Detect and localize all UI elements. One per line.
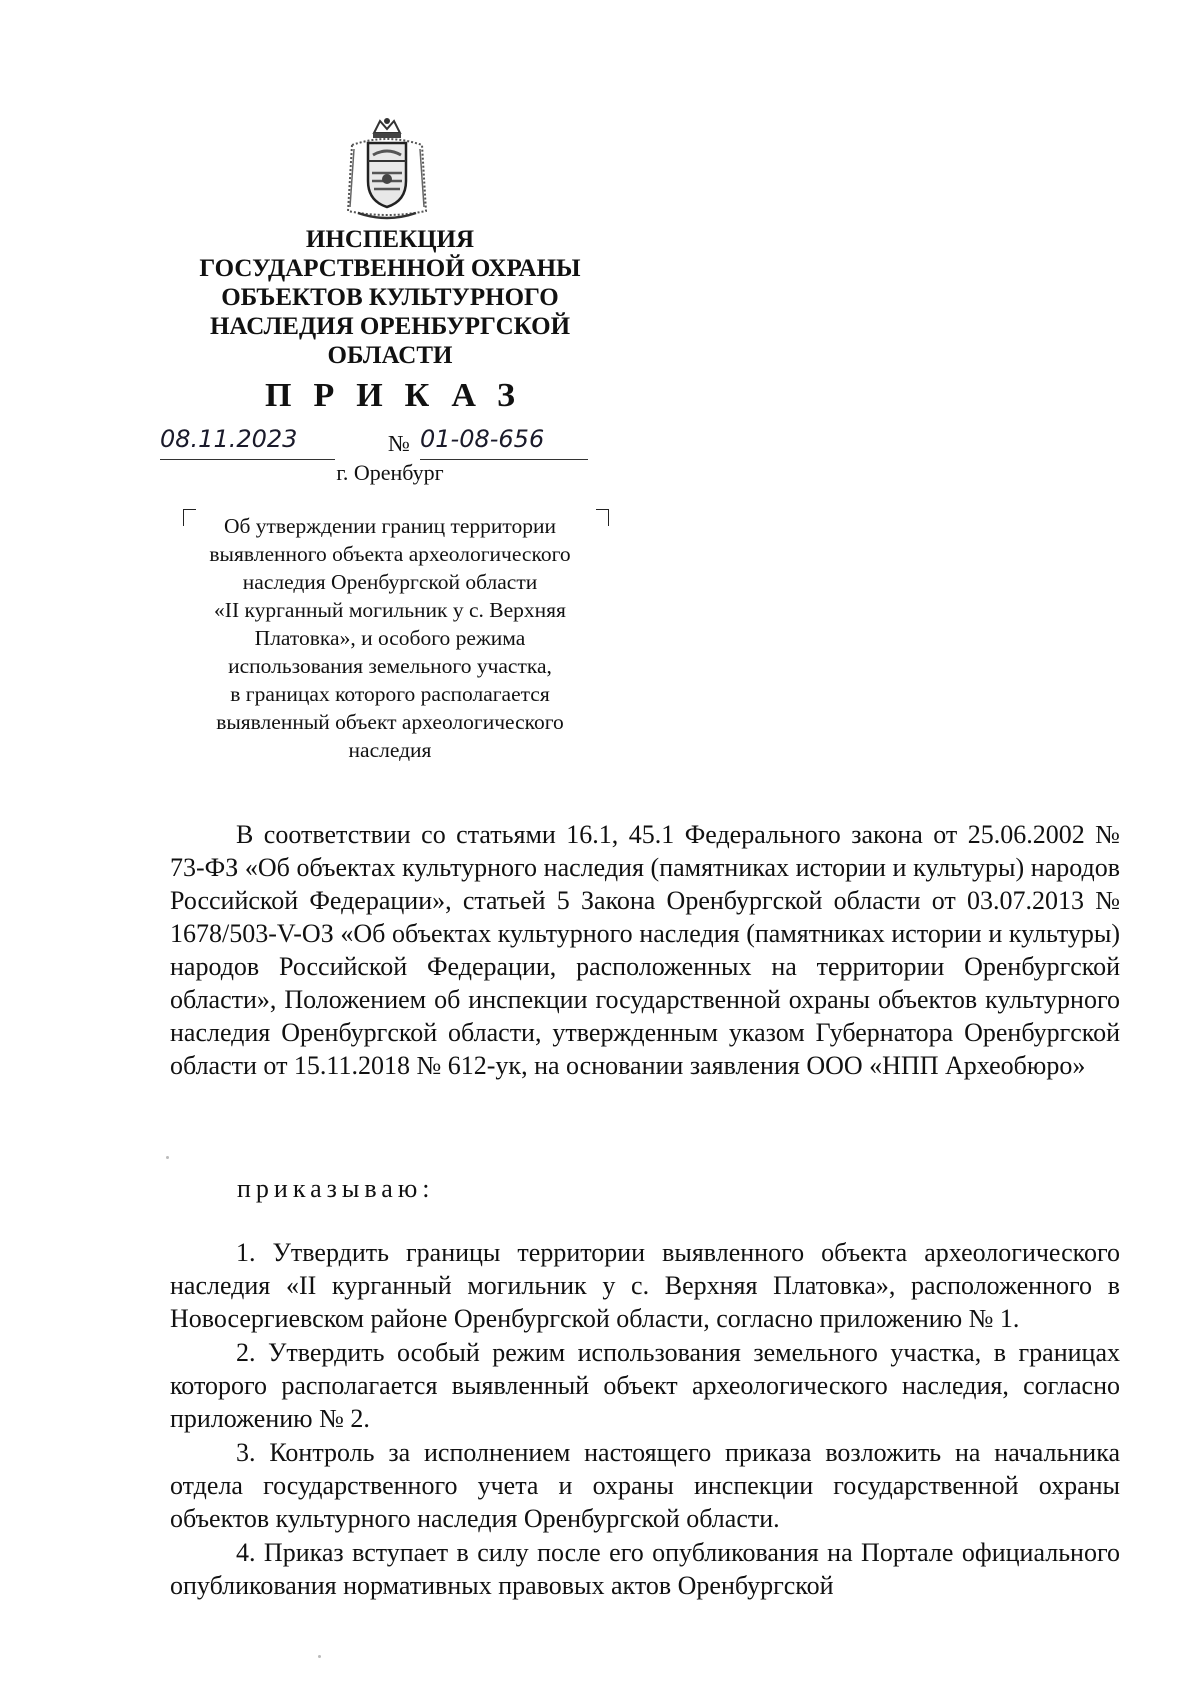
subject-line: «II курганный могильник у с. Верхняя: [214, 598, 566, 622]
scan-artifact: [166, 1156, 169, 1159]
order-date: 08.11.2023: [160, 425, 335, 460]
subject-line: в границах которого располагается: [230, 682, 550, 706]
org-name-line: ОБЛАСТИ: [327, 342, 453, 369]
scan-artifact: [318, 1655, 321, 1658]
subject-line: выявленного объекта археологического: [209, 542, 571, 566]
subject-line: Платовка», и особого режима: [254, 626, 526, 650]
order-items: [170, 1236, 1120, 1602]
preamble-paragraph: В соответствии со статьями 16.1, 45.1 Федерального закона от 25.06.2002 № 73-ФЗ «Об объектах культурного наследия (памятниках истории и культуры) народов Российской Федерации», статьей 5 Закона Оренбургской области от 03.07.2013 № 1678/503-V-ОЗ «Об объектах культурного наследия (памятниках истории и культуры) народов Российской Федерации, расположенных на территории Оренбургской области», Положением об инспекции государственной охраны объектов культурного наследия Оренбургской области, утвержденным указом Губернатора Оренбургской области от 15.11.2018 № 612-ук, на основании заявления ООО «НПП Археобюро»: [170, 820, 1120, 1080]
subject-line: использования земельного участка,: [228, 654, 552, 678]
order-item: 4. Приказ вступает в силу после его опубликования на Портале официального опубликования нормативных правовых актов Оренбургской: [170, 1538, 1120, 1600]
coat-of-arms-icon: [340, 115, 434, 223]
org-name-line: ИНСПЕКЦИЯ: [305, 226, 475, 253]
orders-word: приказываю:: [237, 1174, 435, 1203]
subject-line: выявленный объект археологического: [216, 710, 564, 734]
document-type-title: ПРИКАЗ: [265, 377, 537, 414]
organization-name: [150, 225, 630, 370]
order-number: 01-08-656: [420, 425, 588, 460]
subject-line: наследия: [348, 738, 432, 762]
subject-line: наследия Оренбургской области: [242, 570, 538, 594]
org-name-line: ГОСУДАРСТВЕННОЙ ОХРАНЫ: [199, 255, 581, 282]
order-item: 1. Утвердить границы территории выявленного объекта археологического наследия «II курганный могильник у с. Верхняя Платовка», расположенного в Новосергиевском районе Оренбургской области, согласно приложению № 1.: [170, 1238, 1120, 1333]
org-name-line: НАСЛЕДИЯ ОРЕНБУРГСКОЙ: [209, 313, 571, 340]
order-item: 2. Утвердить особый режим использования земельного участка, в границах которого располагается выявленный объект археологического наследия, согласно приложению № 2.: [170, 1338, 1120, 1433]
subject-line: Об утверждении границ территории: [223, 514, 557, 538]
order-number-label: №: [388, 431, 410, 456]
org-name-line: ОБЪЕКТОВ КУЛЬТУРНОГО: [221, 284, 559, 311]
order-subject: [172, 512, 608, 764]
city-label: г. Оренбург: [336, 460, 444, 485]
order-item: 3. Контроль за исполнением настоящего приказа возложить на начальника отдела государственного учета и охраны инспекции государственной охраны объектов культурного наследия Оренбургской области.: [170, 1438, 1120, 1533]
